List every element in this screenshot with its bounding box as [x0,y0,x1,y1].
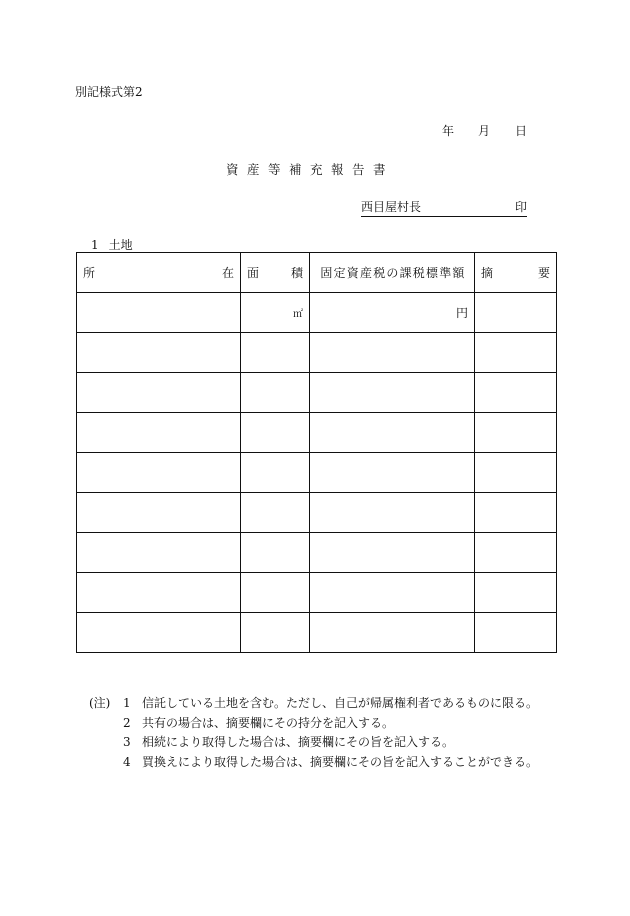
cell-summary[interactable] [475,573,557,613]
cell-location[interactable] [77,533,241,573]
note-text: 信託している土地を含む。ただし、自己が帰属権利者であるものに限る。 [142,696,539,710]
note-number: 4 [123,754,131,769]
cell-valuation[interactable] [310,413,475,453]
section-number: 1 [91,238,99,252]
cell-summary[interactable] [475,293,557,333]
table-row [77,413,557,453]
issuer-line [361,198,527,217]
cell-location[interactable] [77,333,241,373]
cell-area[interactable] [241,413,310,453]
section-heading [91,236,133,253]
cell-summary[interactable] [475,373,557,413]
cell-location[interactable] [77,493,241,533]
cell-summary[interactable] [475,613,557,653]
note-text: 相続により取得した場合は、摘要欄にその旨を記入する。 [142,735,455,749]
note-item [89,753,538,773]
cell-valuation[interactable] [310,493,475,533]
note-item [89,694,538,714]
cell-area[interactable] [241,573,310,613]
note-text: 買換えにより取得した場合は、摘要欄にその旨を記入することができる。 [142,754,539,769]
date-line [442,122,527,139]
header-location: 所 在 [77,253,241,293]
notes [89,694,538,772]
form-number: 別記様式第2 [75,85,143,99]
issuer-name: 西目屋村長 [361,200,422,214]
date-day-label: 日 [515,124,528,138]
cell-area[interactable] [241,373,310,413]
table-row [77,613,557,653]
cell-location[interactable] [77,413,241,453]
cell-summary[interactable] [475,453,557,493]
table-row [77,533,557,573]
cell-area[interactable] [241,613,310,653]
header-summary: 摘 要 [475,253,557,293]
note-number: 1 [123,696,131,710]
cell-summary[interactable] [475,533,557,573]
cell-valuation[interactable] [310,333,475,373]
note-text: 共有の場合は、摘要欄にその持分を記入する。 [142,715,395,730]
cell-location[interactable] [77,453,241,493]
cell-valuation[interactable] [310,293,475,333]
cell-area[interactable] [241,293,310,333]
table-row [77,333,557,373]
header-area: 面 積 [241,253,310,293]
cell-summary[interactable] [475,493,557,533]
table-header-row [77,253,557,293]
document-title: 資産等補充報告書 [226,162,395,177]
cell-valuation[interactable] [310,533,475,573]
seal-mark: 印 [514,200,527,214]
cell-valuation[interactable] [310,373,475,413]
land-table [76,252,557,653]
date-year-label: 年 [442,124,455,138]
table-row [77,493,557,533]
table-row [77,573,557,613]
cell-location[interactable] [77,373,241,413]
table-row [77,293,557,333]
cell-area[interactable] [241,333,310,373]
note-prefix: (注) [89,696,111,710]
cell-location[interactable] [77,293,241,333]
note-number: 3 [123,735,131,749]
note-item [89,733,538,753]
cell-location[interactable] [77,573,241,613]
date-month-label: 月 [478,124,491,138]
cell-area[interactable] [241,493,310,533]
cell-location[interactable] [77,613,241,653]
note-number: 2 [123,715,131,730]
unit-yen: 円 [455,306,468,320]
cell-valuation[interactable] [310,573,475,613]
table-row [77,453,557,493]
unit-square-meter: ㎡ [293,309,303,320]
header-valuation: 固定資産税の課税標準額 [310,253,475,293]
cell-valuation[interactable] [310,613,475,653]
cell-valuation[interactable] [310,453,475,493]
section-label: 土地 [108,238,133,252]
cell-summary[interactable] [475,333,557,373]
cell-area[interactable] [241,453,310,493]
cell-summary[interactable] [475,413,557,453]
note-item [89,714,538,734]
cell-area[interactable] [241,533,310,573]
table-row [77,373,557,413]
